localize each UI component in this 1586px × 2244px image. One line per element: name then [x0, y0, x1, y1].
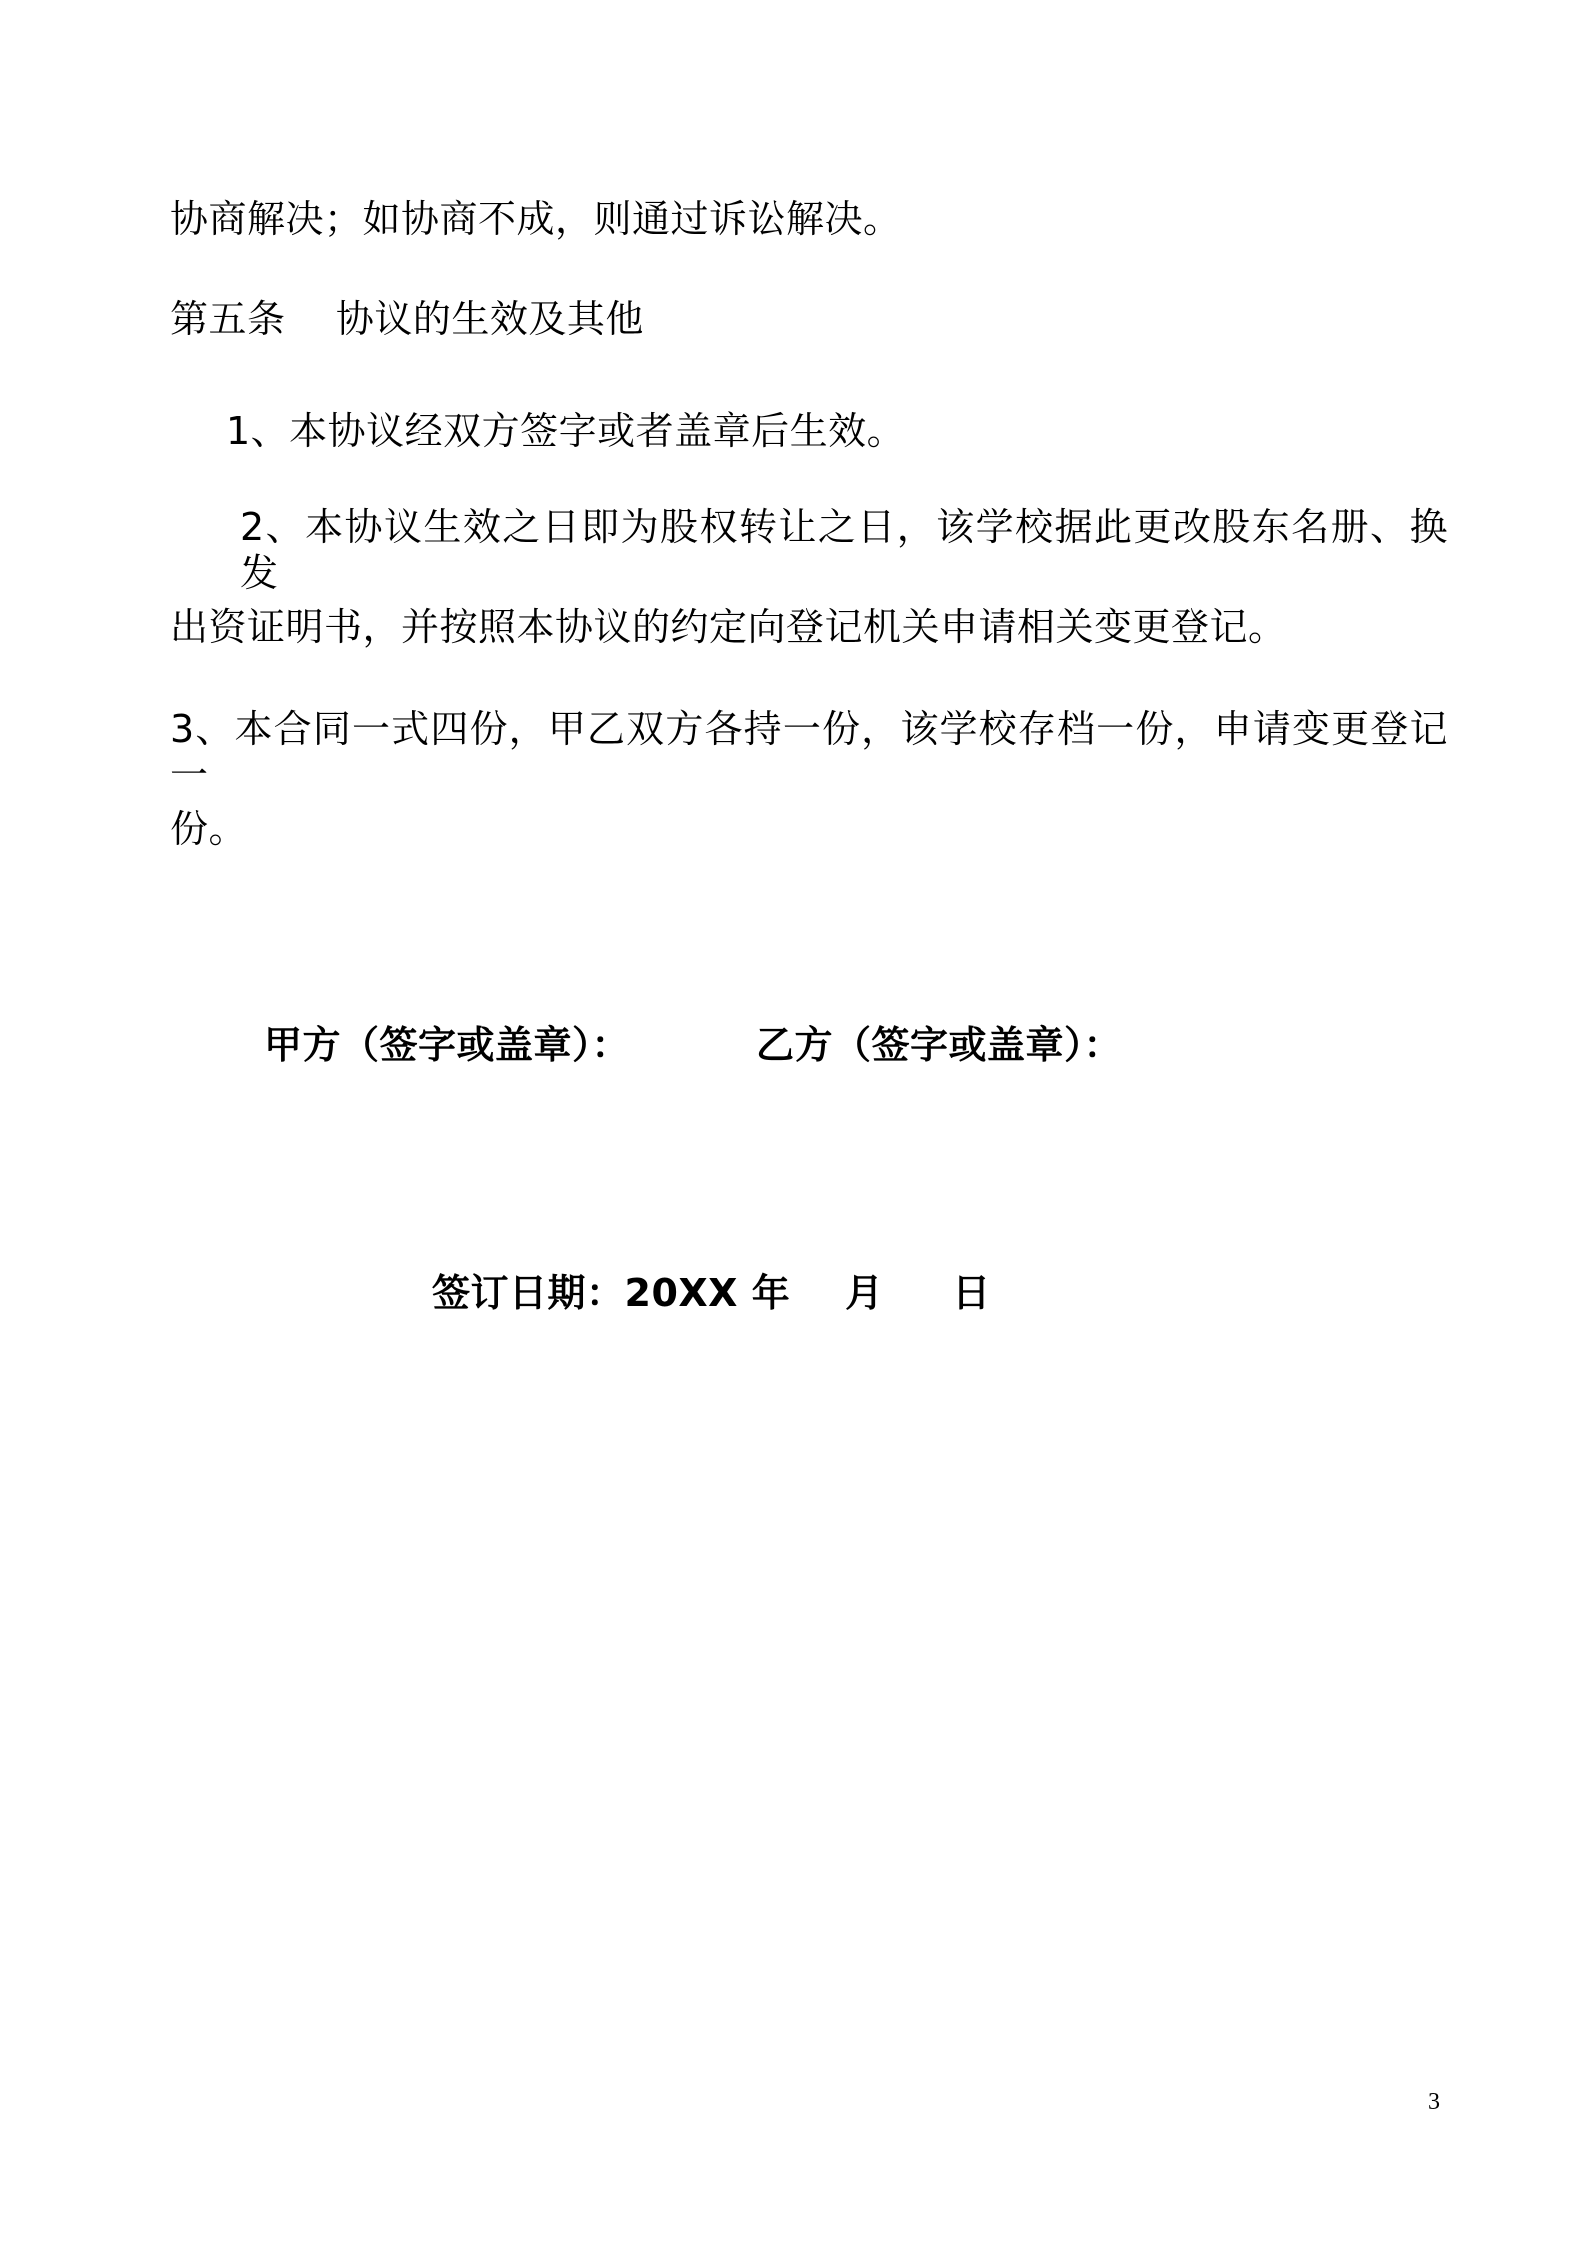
paragraph-line: 协商解决；如协商不成，则通过诉讼解决。 [170, 197, 902, 241]
section-heading: 第五条 协议的生效及其他 [170, 297, 644, 341]
clause-3-line-2: 份。 [170, 807, 248, 851]
party-a-signature-label: 甲方（签字或盖章）： [264, 1023, 631, 1067]
party-b-signature-label: 乙方（签字或盖章）： [756, 1023, 1123, 1067]
page-number: 3 [1428, 2089, 1440, 2115]
clause-2-line-1: 2、本协议生效之日即为股权转让之日，该学校据此更改股东名册、换发 [240, 505, 1448, 595]
clause-3-line-1: 3、本合同一式四份，甲乙双方各持一份，该学校存档一份，申请变更登记一 [170, 707, 1448, 797]
signing-date: 签订日期：20XX 年 月 日 [432, 1271, 991, 1315]
clause-2-line-2: 出资证明书，并按照本协议的约定向登记机关申请相关变更登记。 [170, 605, 1287, 649]
clause-1: 1、本协议经双方签字或者盖章后生效。 [226, 409, 906, 453]
